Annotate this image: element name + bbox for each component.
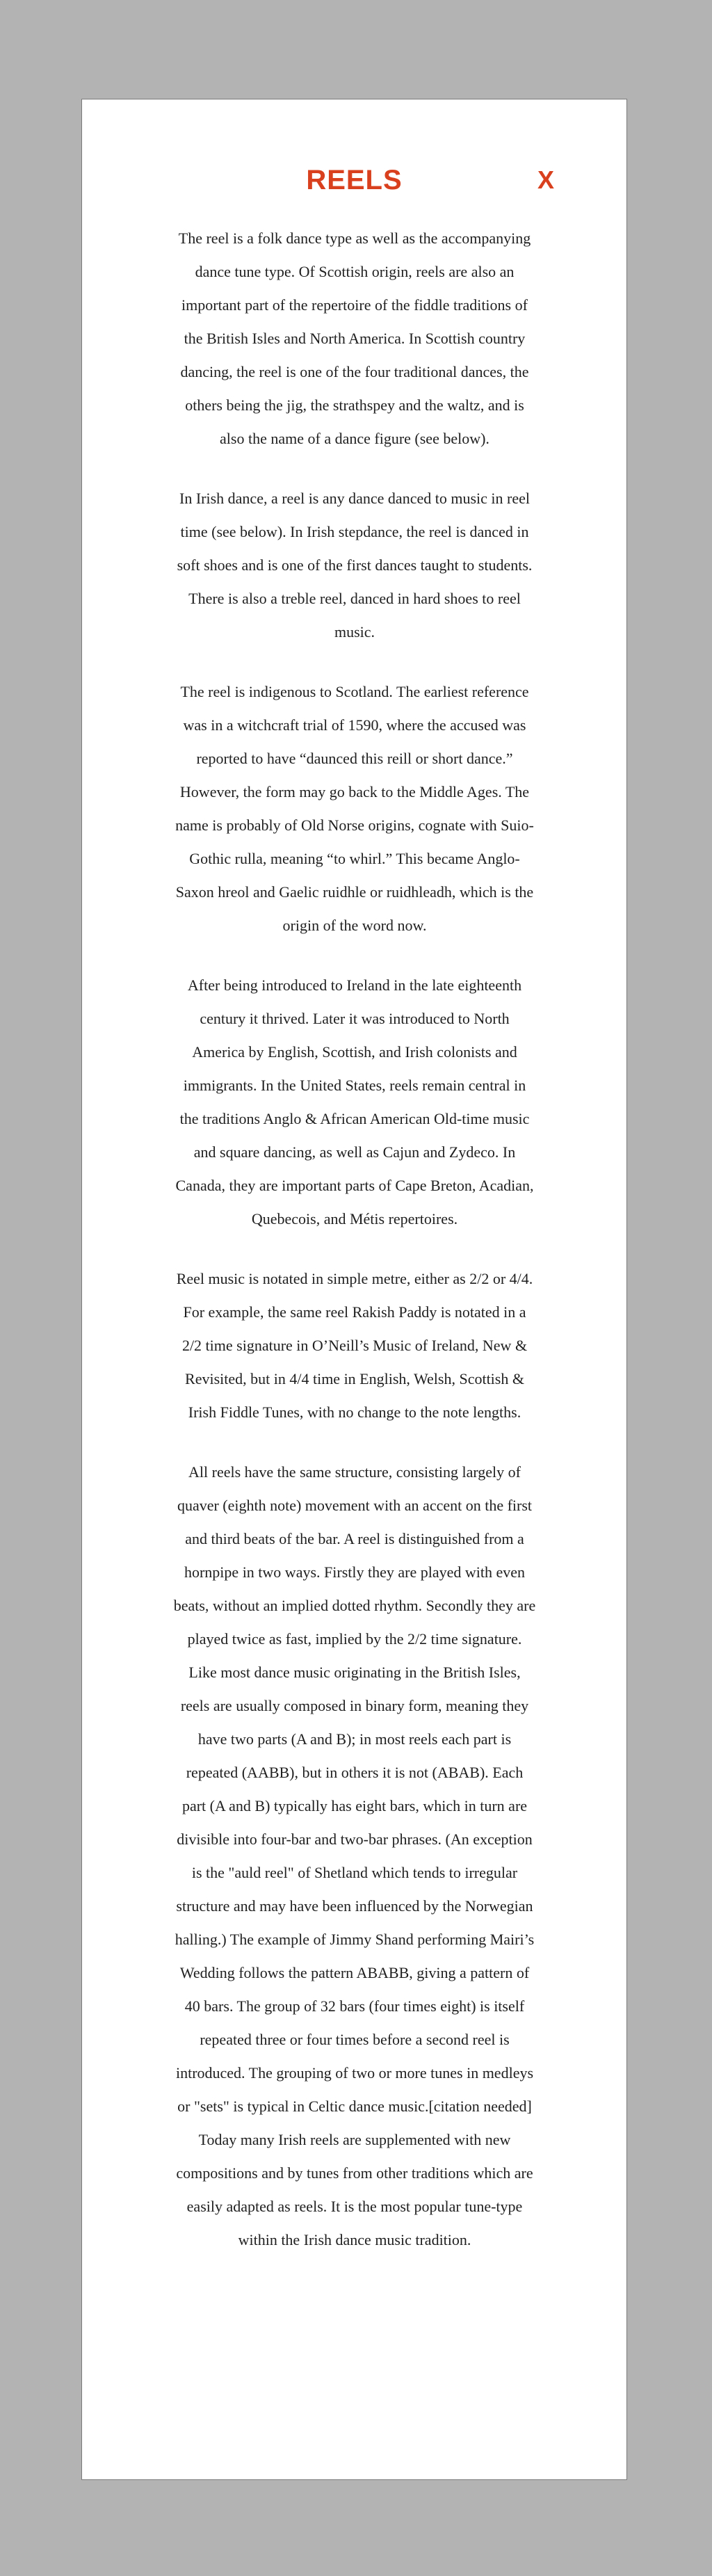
paragraph-2: In Irish dance, a reel is any dance danced to music in reel time (see below). In Irish stepdance, the reel is danced in soft shoes and is one of the first dances taught to students. There is also a treble reel, danced in hard shoes to reel music. (177, 490, 533, 641)
close-button[interactable] (532, 165, 560, 195)
paragraph-3: The reel is indigenous to Scotland. The earliest reference was in a witchcraft trial of 1590, where the accused was reported to have “daunced this reill or short dance.” However, the form may go back to the Middle Ages. The name is probably of Old Norse origins, cognate with Suio-Gothic rulla, meaning “to whirl.” This became Anglo-Saxon hreol and Gaelic ruidhle or ruidhleadh, which is the origin of the word now. (175, 683, 534, 934)
paragraph-5: Reel music is notated in simple metre, either as 2/2 or 4/4. For example, the same reel Rakish Paddy is notated in a 2/2 time signature in O’Neill’s Music of Ireland, New & Revisited, but in 4/4 time in English, Welsh, Scottish & Irish Fiddle Tunes, with no change to the note lengths. (176, 1270, 533, 1421)
modal-body (172, 222, 537, 2283)
paragraph-4: After being introduced to Ireland in the late eighteenth century it thrived. Later it was introduced to North America by English, Scottish, and Irish colonists and immigrants. In the United States, reels remain central in the traditions Anglo & African American Old-time music and square dancing, as well as Cajun and Zydeco. In Canada, they are important parts of Cape Breton, Acadian, Quebecois, and Métis repertoires. (175, 976, 534, 1227)
paragraph-6: All reels have the same structure, consisting largely of quaver (eighth note) movement with an accent on the first and third beats of the bar. A reel is distinguished from a hornpipe in two ways. Firstly they are played with even beats, without an implied dotted rhythm. Secondly they are played twice as fast, implied by the 2/2 time signature. Like most dance music originating in the British Isles, reels are usually composed in binary form, meaning they have two parts (A and B); in most reels each part is repeated (AABB), but in others it is not (ABAB). Each part (A and B) typically has eight bars, which in turn are divisible into four-bar and two-bar phrases. (An exception is the "auld reel" of Shetland which tends to irregular structure and may have been influenced by the Norwegian halling.) The example of Jimmy Shand performing Mairi’s Wedding follows the pattern ABABB, giving a pattern of 40 bars. The group of 32 bars (four times eight) is itself repeated three or four times before a second reel is introduced. The grouping of two or more tunes in medleys or "sets" is typical in Celtic dance music.[citation needed] Today many Irish reels are supplemented with new compositions and by tunes from other traditions which are easily adapted as reels. It is the most popular tune-type within the Irish dance music tradition. (173, 1463, 536, 2248)
modal-dialog (81, 99, 627, 2480)
close-icon[interactable]: X (537, 166, 554, 194)
paragraph-1: The reel is a folk dance type as well as the accompanying dance tune type. Of Scottish origin, reels are also an important part of the repertoire of the fiddle traditions of the British Isles and North America. In Scottish country dancing, the reel is one of the four traditional dances, the others being the jig, the strathspey and the waltz, and is also the name of a dance figure (see below). (178, 230, 531, 447)
modal-title: REELS (306, 165, 403, 195)
